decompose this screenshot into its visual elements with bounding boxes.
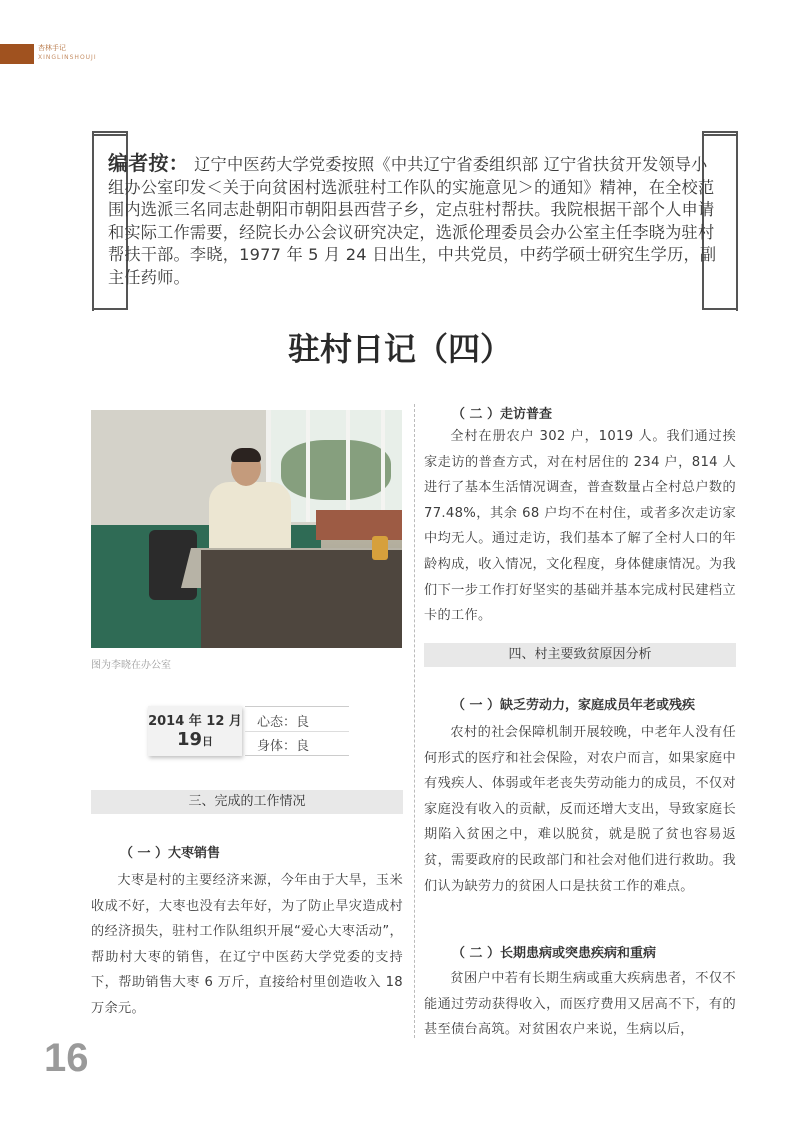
editor-note-body: 辽宁中医药大学党委按照《中共辽宁省委组织部 辽宁省扶贫开发领导小组办公室印发＜关于向贫困村选派驻村工作队的实施意见＞的通知》精神，在全校范围内选派三名同志赴朝阳市朝阳县西营子乡，定点驻村帮扶。我院根据干部个人申请和实际工作需要，经院长办公会议研究决定，选派伦理委员会办公室主任李晓为驻村帮扶干部。李晓，1977 年 5 月 24 日出生，中共党员，中药学硕士研究生学历，副主任药师。 — [108, 155, 717, 287]
office-photo — [91, 410, 402, 648]
paragraph-illness: 贫困户中若有长期生病或重大疾病患者，不仅不能通过劳动获得收入，而医疗费用又居高不下，有的甚至债台高筑。对贫困农户来说，生病以后， — [424, 971, 736, 1038]
photo-caption: 图为李晓在办公室 — [91, 660, 171, 671]
subheading-illness: （ 二 ）长期患病或突患疾病和重病 — [452, 946, 657, 961]
status-health: 身体：良 — [257, 739, 310, 754]
brand-color-bar — [0, 44, 34, 64]
paragraph-jujube-sales: 大枣是村的主要经济来源，今年由于大旱，玉米收成不好，大枣也没有去年好，为了防止旱灾造成村的经济损失，驻村工作队组织开展“爱心大枣活动”，帮助村大枣的销售，在辽宁中医药大学党委的支持下，帮助销售大枣 6 万斤，直接给村里创造收入 18 万余元。 — [91, 873, 403, 1016]
date-year-month: 2014 年 12 月 — [148, 714, 242, 729]
subheading-survey: （ 二 ）走访普查 — [452, 407, 553, 422]
page-number: 16 — [44, 1036, 89, 1080]
date-card — [148, 706, 242, 756]
article-title: 驻村日记（四） — [287, 330, 512, 368]
section-heading-3: 三、完成的工作情况 — [91, 790, 403, 814]
column-divider — [414, 404, 415, 1038]
status-box — [245, 706, 349, 756]
column-brand: 杏林手记 — [38, 44, 66, 52]
status-mood: 心态：良 — [257, 715, 310, 730]
paragraph-labor: 农村的社会保障机制开展较晚，中老年人没有任何形式的医疗和社会保险，对农户而言，如果家庭中有残疾人、体弱或年老丧失劳动能力的成员，不仅对家庭没有收入的贡献，反而还增大支出，导致家庭长期陷入贫困之中，难以脱贫，就是脱了贫也容易返贫，需要政府的民政部门和社会对他们进行救助。我们认为缺劳力的贫困人口是扶贫工作的难点。 — [424, 725, 736, 894]
editor-note-label: 编者按： — [108, 151, 189, 175]
date-day-unit: 日 — [202, 735, 214, 748]
editor-note-box — [92, 134, 738, 310]
date-day-line — [148, 729, 242, 753]
subheading-labor: （ 一 ）缺乏劳动力，家庭成员年老或残疾 — [452, 698, 696, 713]
date-day: 19 — [176, 729, 203, 750]
editor-note-text — [108, 152, 720, 289]
subheading-jujube-sales: （ 一 ）大枣销售 — [120, 846, 221, 861]
column-brand-pinyin: XINGLINSHOUJI — [38, 54, 97, 61]
paragraph-survey: 全村在册农户 302 户，1019 人。我们通过挨家走访的普查方式，对在村居住的 234 户，814 人进行了基本生活情况调查，普查数量占全村总户数的 77.48%，其余 68 户均不在村住，或者多次走访家中均无人。通过走访，我们基本了解了全村人口的年龄构成，收入情况，文化程度，身体健康情况。为我们下一步工作打好坚实的基础并基本完成村民建档立卡的工作。 — [424, 429, 736, 624]
section-heading-4: 四、村主要致贫原因分析 — [424, 643, 736, 667]
